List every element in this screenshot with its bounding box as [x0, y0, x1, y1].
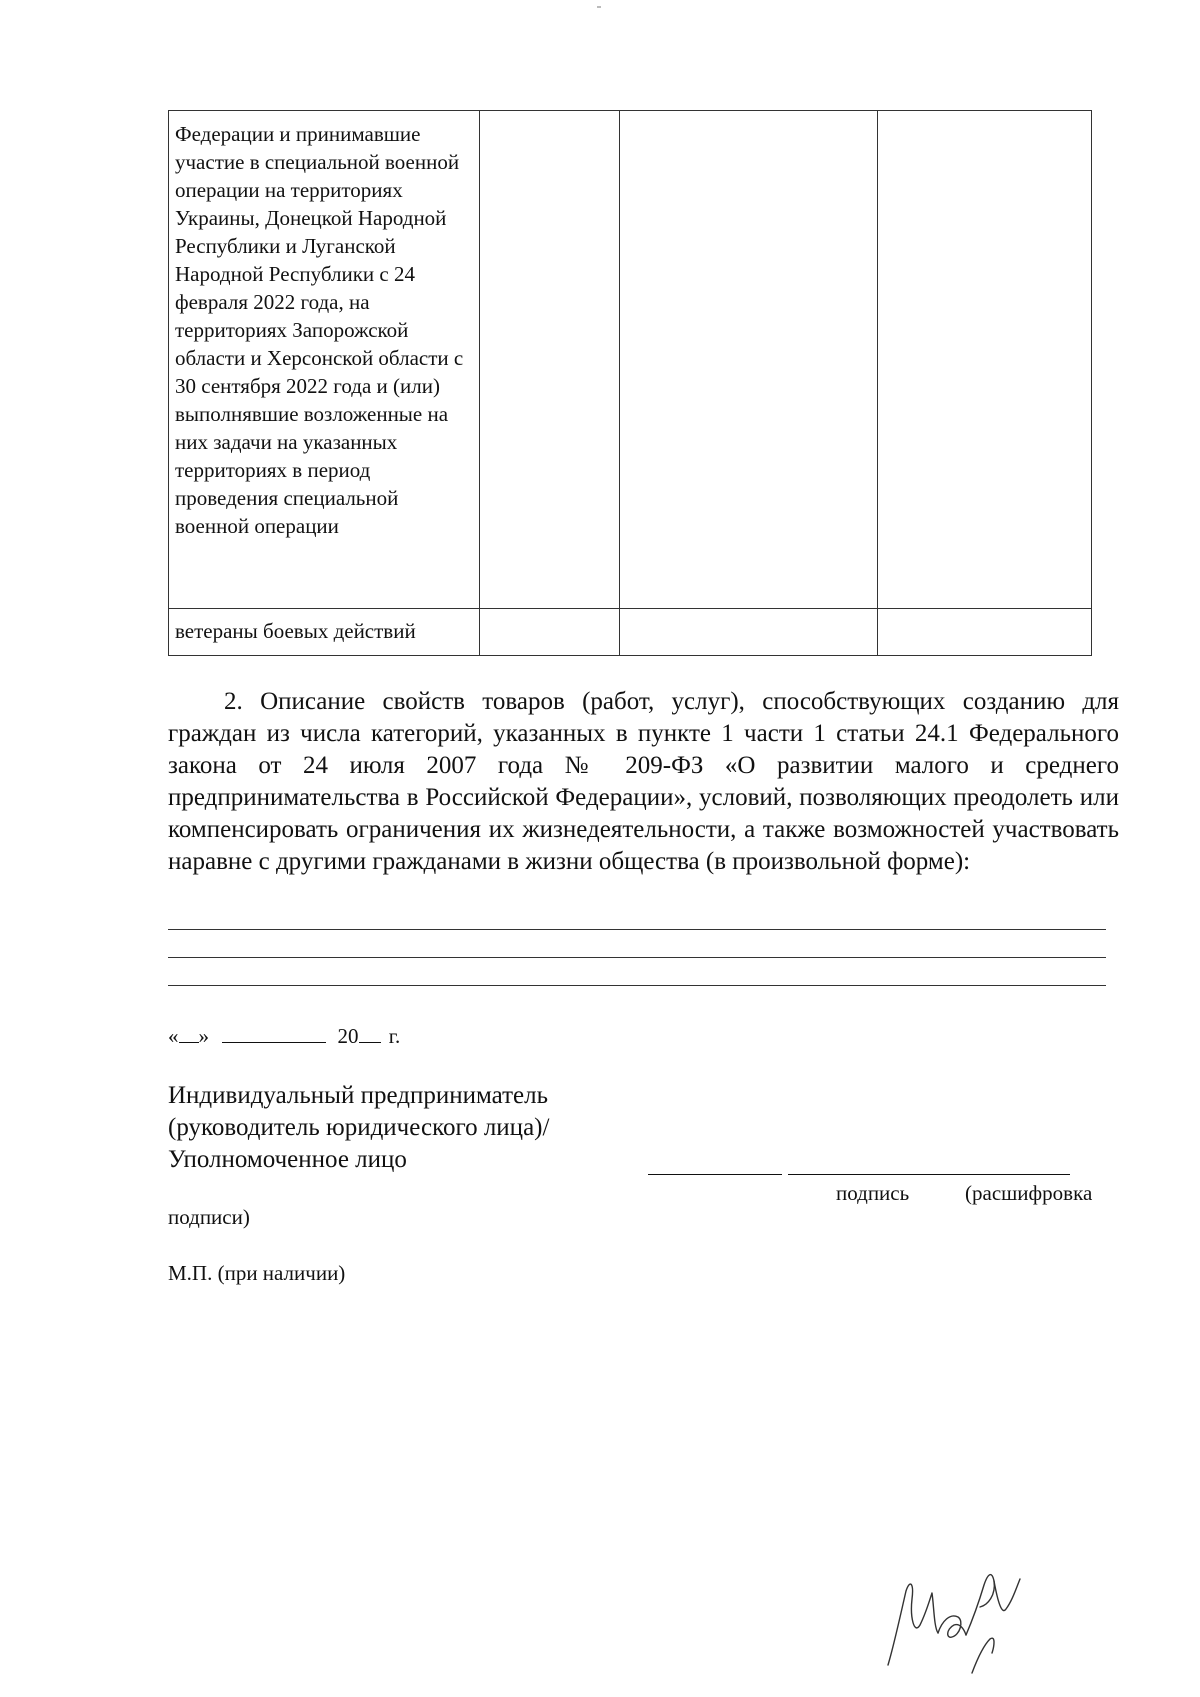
signature-line[interactable]	[648, 1174, 782, 1175]
table-cell-empty	[620, 111, 878, 609]
answer-line[interactable]	[168, 929, 1106, 930]
answer-line[interactable]	[168, 985, 1106, 986]
date-field	[168, 1024, 400, 1049]
year-prefix: 20	[337, 1024, 359, 1048]
signer-line-2: (руководитель юридического лица)/	[168, 1114, 550, 1141]
section-number: 2.	[224, 688, 243, 715]
table-cell-category	[169, 111, 480, 609]
signer-block	[168, 1080, 549, 1176]
table-row	[169, 609, 1092, 656]
stamp-place-label: М.П. (при наличии)	[168, 1261, 346, 1285]
decoding-label: (расшифровка	[965, 1181, 1093, 1205]
date-close-quote: »	[198, 1024, 209, 1048]
decoding-label-continued: подписи)	[168, 1205, 250, 1229]
table-cell-empty	[620, 609, 878, 656]
table-row	[169, 111, 1092, 609]
categories-table	[168, 110, 1092, 656]
table-cell-empty	[878, 111, 1092, 609]
year-blank[interactable]	[359, 1026, 381, 1043]
scan-artifact	[597, 6, 601, 8]
table-cell-empty	[480, 609, 620, 656]
section-text: Описание свойств товаров (работ, услуг), способствующих созданию для граждан из числа категорий, указанных в пункте 1 части 1 статьи 24.1 Федерального закона от 24 июля 2007 года № 209-ФЗ «О развитии малого и среднего предпринимательства в Российской Федерации», условий, позволяющих преодолеть или компенсировать ограничения их жизнедеятельности, а также возможностей участвовать наравне с другими гражданами в жизни общества (в произвольной форме):	[168, 688, 1120, 875]
decoding-line[interactable]	[788, 1174, 1070, 1175]
signature-label: подпись	[836, 1181, 910, 1205]
month-blank[interactable]	[222, 1026, 326, 1043]
section-2-paragraph	[168, 686, 1119, 878]
signer-line-3: Уполномоченное лицо	[168, 1146, 407, 1173]
category-text: Федерации и принимавшие участие в специальной военной операции на территориях Украины, Донецкой Народной Республики и Луганской Народной Республики с 24 февраля 2022 года, на территориях Запорожской области и Херсонской области с 30 сентября 2022 года и (или) выполнявшие возложенные на них задачи на указанных территориях в период проведения специальной военной операции	[175, 122, 464, 538]
year-suffix: г.	[388, 1024, 401, 1048]
signer-line-1: Индивидуальный предприниматель	[168, 1082, 548, 1109]
table-cell-empty	[878, 609, 1092, 656]
category-text: ветераны боевых действий	[175, 619, 416, 643]
date-open-quote: «	[168, 1024, 179, 1048]
day-blank[interactable]	[179, 1026, 199, 1043]
table-cell-empty	[480, 111, 620, 609]
answer-line[interactable]	[168, 957, 1106, 958]
table-cell-category	[169, 609, 480, 656]
handwritten-initials-icon	[880, 1555, 1040, 1675]
